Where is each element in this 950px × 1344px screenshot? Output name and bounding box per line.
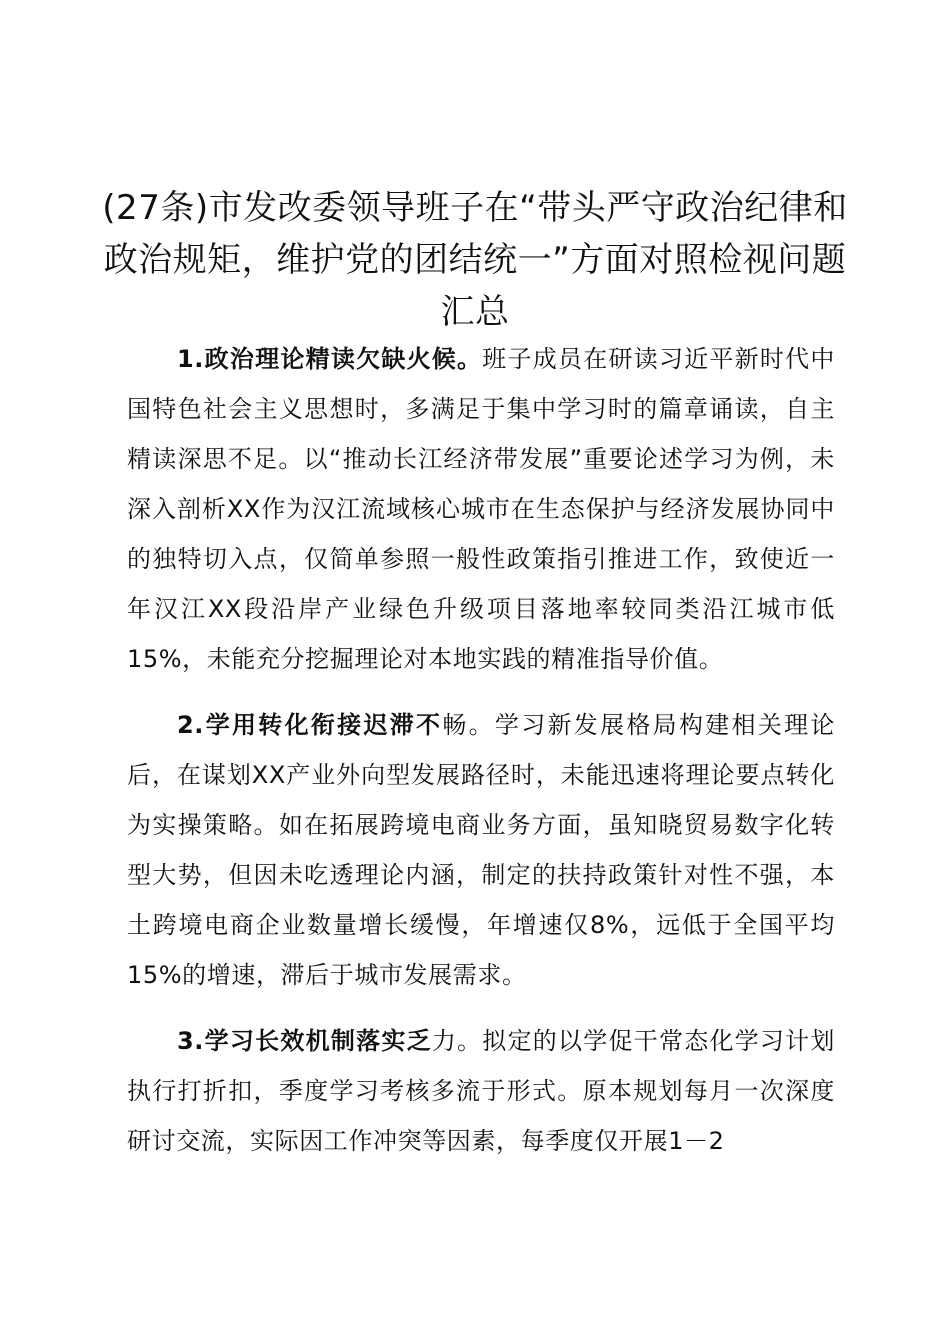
paragraph-2-text: 畅。学习新发展格局构建相关理论后，在谋划XX产业外向型发展路径时，未能迅速将理论要点转化为实操策略。如在拓展跨境电商业务方面，虽知晓贸易数字化转型大势，但因未吃透理论内涵，制定的扶持政策针对性不强，本土跨境电商企业数量增长缓慢，年增速仅8%，远低于全国平均15%的增速，滞后于城市发展需求。 — [127, 711, 835, 989]
paragraph-3-heading: 3.学习长效机制落实乏 — [177, 1027, 432, 1055]
paragraph-1-heading: 1.政治理论精读欠缺火候。 — [177, 345, 483, 373]
paragraph-2-heading: 2.学用转化衔接迟滞不 — [177, 711, 443, 739]
paragraph-3 — [127, 1016, 835, 1166]
paragraph-2 — [127, 700, 835, 1000]
paragraph-1-text: 班子成员在研读习近平新时代中国特色社会主义思想时，多满足于集中学习时的篇章诵读，自主精读深思不足。以“推动长江经济带发展”重要论述学习为例，未深入剖析XX作为汉江流域核心城市在生态保护与经济发展协同中的独特切入点，仅简单参照一般性政策指引推进工作，致使近一年汉江XX段沿岸产业绿色升级项目落地率较同类沿江城市低15%，未能充分挖掘理论对本地实践的精准指导价值。 — [127, 345, 835, 673]
document-title: (27条)市发改委领导班子在“带头严守政治纪律和政治规矩，维护党的团结统一”方面对照检视问题汇总 — [102, 188, 848, 332]
paragraph-1 — [127, 334, 835, 684]
document-body — [127, 334, 835, 1182]
paragraph-3-text: 力。拟定的以学促干常态化学习计划执行打折扣，季度学习考核多流于形式。原本规划每月一次深度研讨交流，实际因工作冲突等因素，每季度仅开展1－2 — [127, 1027, 835, 1155]
